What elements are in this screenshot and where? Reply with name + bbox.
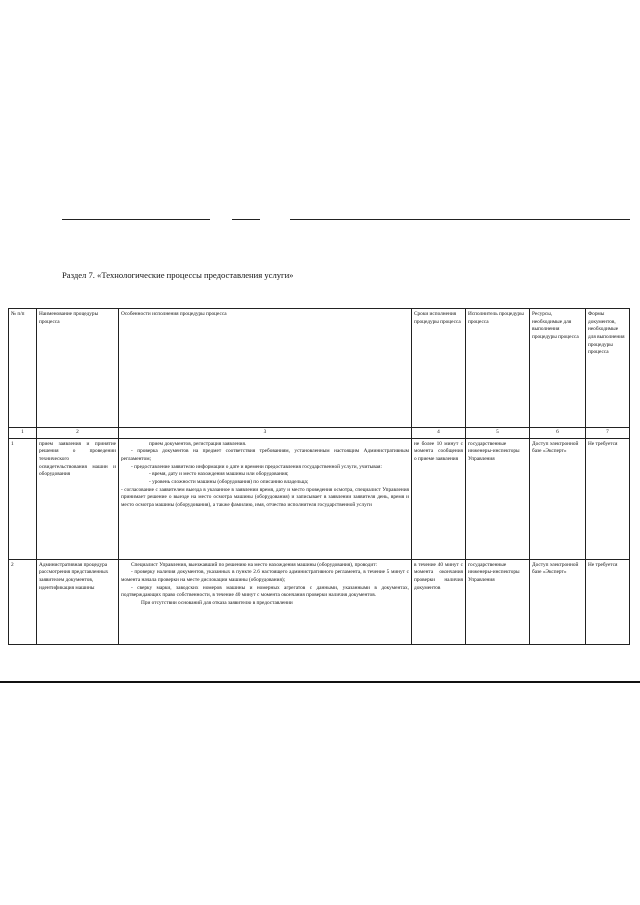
header-name: Наименование процедуры процесса — [37, 309, 119, 428]
procedure-details — [119, 559, 412, 644]
detail-paragraph: Специалист Управления, выезжавший по решению на место нахождения машины (оборудования), проводит: — [131, 561, 377, 568]
column-number: 3 — [119, 428, 412, 439]
bottom-rule — [0, 681, 640, 683]
procedure-name: Административная процедура рассмотрения представленных заявителем документов, идентификация машины — [37, 559, 119, 644]
header-forms: Формы документов, необходимые для выполнения процедуры процесса — [586, 309, 630, 428]
row-number: 2 — [9, 559, 37, 644]
procedure-term: в течение 40 минут с момента окончания проверки наличия документов — [412, 559, 466, 644]
column-number: 2 — [37, 428, 119, 439]
column-number: 6 — [530, 428, 586, 439]
detail-paragraph: При отсутствии оснований для отказа заявителю в предоставлении — [141, 600, 293, 607]
header-details: Особенности исполнения процедуры процесса — [119, 309, 412, 428]
procedure-executor: государственные инженеры-инспекторы Управления — [466, 438, 530, 559]
detail-paragraph: - сверку марки, заводских номеров машины и номерных агрегатов с данными, указанными в документах, подтверждающих право собственности, в течение 40 минут с момента окончания проверки наличия документов. — [121, 584, 409, 599]
procedure-forms: Не требуется — [586, 559, 630, 644]
top-rule-mid — [232, 219, 260, 220]
header-num: № п/п — [9, 309, 37, 428]
procedure-resources: Доступ электронной базе «Эксперт» — [530, 559, 586, 644]
process-table — [8, 308, 630, 645]
column-number: 7 — [586, 428, 630, 439]
detail-paragraph: - время, дату и место нахождения машины или оборудования; — [149, 471, 289, 478]
procedure-term: не более 10 минут с момента сообщения о приеме заявления — [412, 438, 466, 559]
header-executor: Исполнитель процедуры процесса — [466, 309, 530, 428]
column-number-row — [9, 428, 630, 439]
section-title: Раздел 7. «Технологические процессы предоставления услуги» — [62, 270, 294, 280]
table-row — [9, 559, 630, 644]
table-header-row — [9, 309, 630, 428]
procedure-executor: государственные инженеры-инспекторы Управления — [466, 559, 530, 644]
detail-paragraph: - проверка документов на предмет соответствия требованиям, установленным настоящим Административным регламентом; — [121, 448, 409, 463]
detail-paragraph: прием документов, регистрация заявления. — [149, 440, 247, 447]
detail-paragraph: - согласование с заявителем выезда в указанное в заявлении время, дату и место проведения осмотра, специалист Управления принимает решение о выезде на место осмотра машины (оборудования) и записывает в заявлении заявителя день, время и место осмотра машины (оборудования), а также фамилию, имя, отчество исполнителя государственной услуги — [121, 486, 409, 509]
detail-paragraph: - проверку наличия документов, указанных в пункте 2.6 настоящего административного регламента, в течение 5 минут с момента начала проверки на месте дислокации машины (оборудования); — [121, 569, 409, 584]
detail-paragraph: - предоставление заявителю информации о дате и времени предоставления государственной услуги, учитывая: — [131, 463, 382, 470]
column-number: 5 — [466, 428, 530, 439]
procedure-forms: Не требуется — [586, 438, 630, 559]
header-term: Сроки исполнения процедуры процесса — [412, 309, 466, 428]
row-number: 1 — [9, 438, 37, 559]
table-row — [9, 438, 630, 559]
procedure-name: прием заявления и принятие решения о проведении технического освидетельствования машин и оборудования — [37, 438, 119, 559]
top-rule-right — [290, 219, 630, 220]
detail-paragraph: - уровень сложности машины (оборудования) по описанию владельца; — [149, 479, 309, 486]
column-number: 1 — [9, 428, 37, 439]
top-rule-left — [62, 219, 210, 220]
procedure-resources: Доступ электронной базе «Эксперт» — [530, 438, 586, 559]
procedure-details — [119, 438, 412, 559]
column-number: 4 — [412, 428, 466, 439]
header-resources: Ресурсы, необходимые для выполнения процедуры процесса — [530, 309, 586, 428]
